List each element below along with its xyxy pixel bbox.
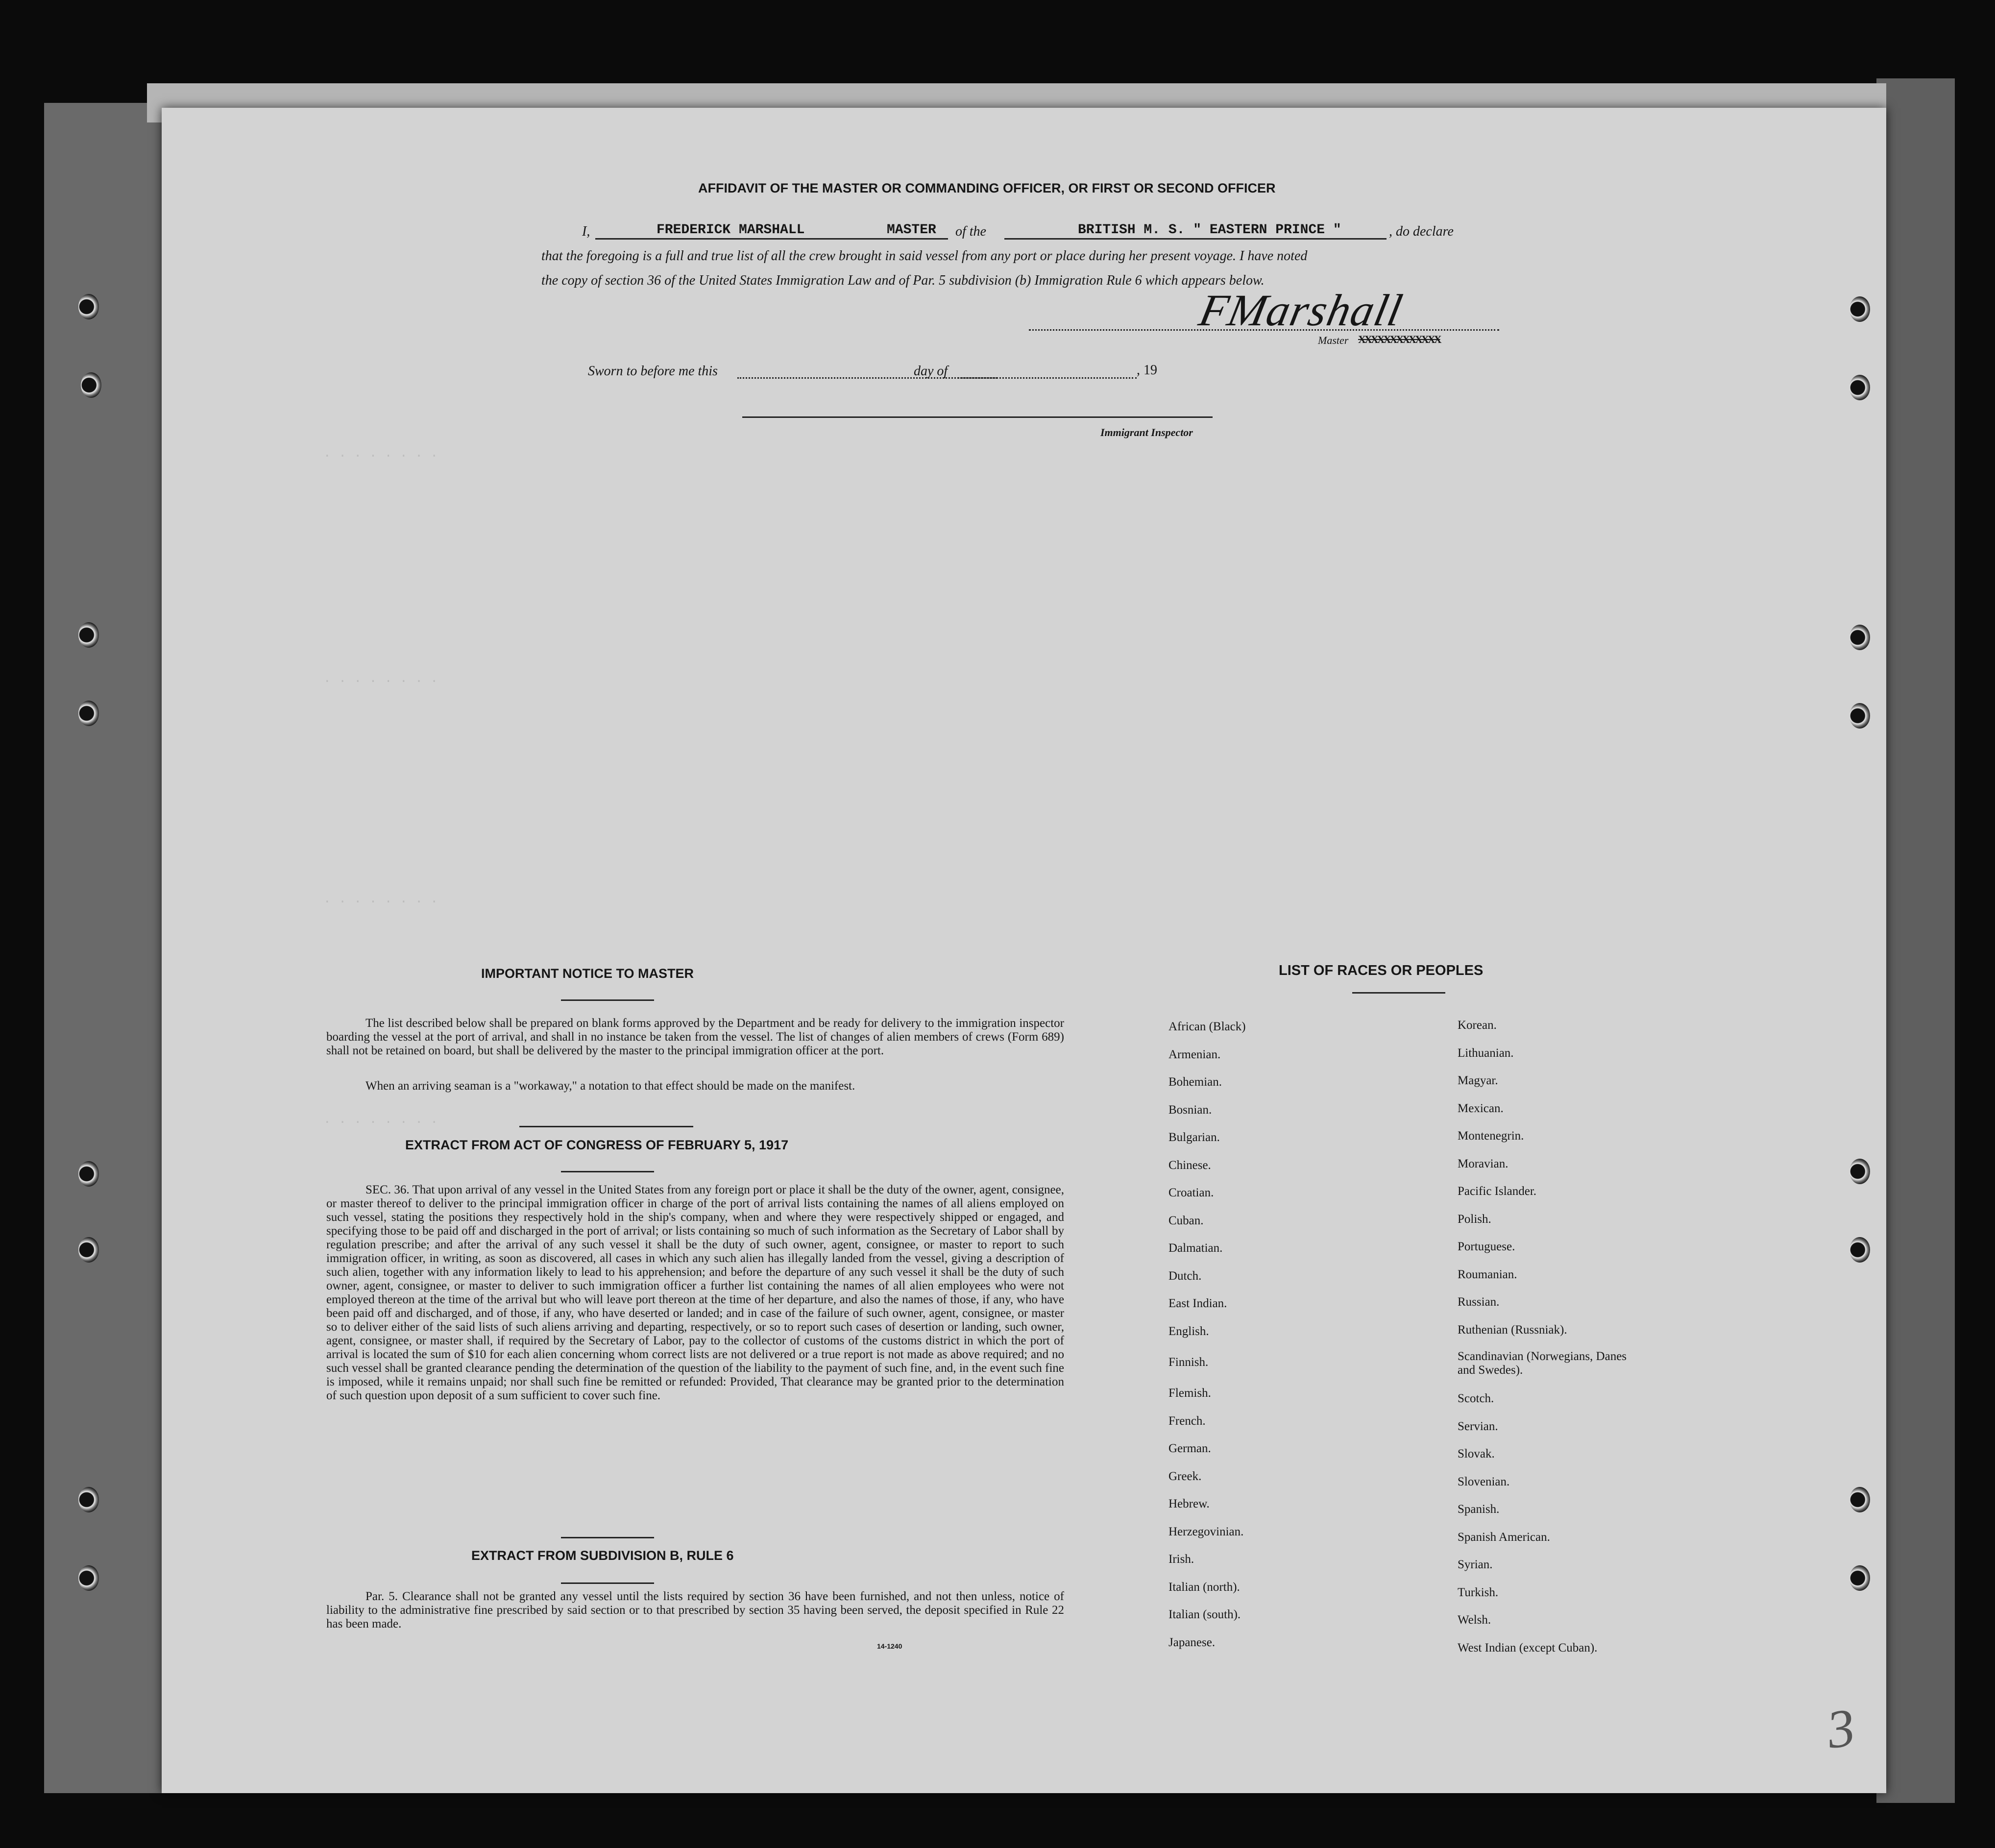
of-the-label: of the <box>955 224 986 239</box>
race-item: German. <box>1168 1442 1211 1455</box>
notice-paragraph-2: When an arriving seaman is a "workaway," a notation to that effect should be made on the manifest. <box>365 1079 855 1093</box>
rule-rule <box>561 1582 654 1584</box>
race-item: Spanish. <box>1458 1503 1500 1516</box>
race-item: Dutch. <box>1168 1269 1202 1283</box>
race-item: Finnish. <box>1168 1356 1209 1369</box>
name-line <box>595 238 948 240</box>
race-item: Korean. <box>1458 1019 1497 1032</box>
binder-hole <box>1849 1565 1870 1591</box>
race-item: Polish. <box>1458 1212 1491 1226</box>
act-rule <box>561 1171 654 1172</box>
signature-line <box>1029 329 1499 331</box>
binder-hole <box>1849 1159 1870 1184</box>
race-item: Portuguese. <box>1458 1240 1515 1253</box>
binder-hole <box>1849 1237 1870 1263</box>
race-item: Moravian. <box>1458 1157 1508 1170</box>
vessel-name: BRITISH M. S. " EASTERN PRINCE " <box>1078 222 1341 238</box>
notice-end-rule <box>519 1126 693 1127</box>
race-item: Welsh. <box>1458 1613 1491 1627</box>
bleed-through-texture: . . . . . . . . <box>323 1112 438 1127</box>
binder-hole <box>78 1161 99 1187</box>
affidavit-line-3: the copy of section 36 of the United States Immigration Law and of Par. 5 subdivision (b) Immigration Rule 6 which appears below. <box>541 273 1265 288</box>
race-item: East Indian. <box>1168 1297 1227 1310</box>
race-item: Irish. <box>1168 1553 1194 1566</box>
do-declare-label: , do declare <box>1389 224 1454 239</box>
notice-rule <box>561 999 654 1001</box>
affidavit-title: AFFIDAVIT OF THE MASTER OR COMMANDING OFFICER, OR FIRST OR SECOND OFFICER <box>698 181 1276 195</box>
page-number: 3 <box>1823 1697 1859 1760</box>
race-item: Slovenian. <box>1458 1475 1510 1488</box>
signature-caption: Master <box>1318 334 1349 346</box>
inspector-line <box>742 416 1213 418</box>
race-item: Bohemian. <box>1168 1075 1222 1089</box>
notice-paragraph-1: The list described below shall be prepared on blank forms approved by the Department and be ready for delivery to the immigration inspector boarding the vessel at the port of arrival, and shall in no instance be taken from the vessel. The list of changes of alien members of crews (Form 689) shall not be retained on board, but shall be delivered by the master to the principal immigration officer at the port. <box>326 1017 1064 1057</box>
affidavit-line-2: that the foregoing is a full and true list of all the crew brought in said vessel from any port or place during her present voyage. I have noted <box>541 248 1308 264</box>
binder-hole <box>1849 1487 1870 1512</box>
under-sheet-left <box>44 103 181 1793</box>
race-item: Turkish. <box>1458 1585 1499 1599</box>
race-item: Scotch. <box>1458 1392 1494 1405</box>
binder-hole <box>78 294 99 319</box>
race-item: Montenegrin. <box>1458 1129 1524 1143</box>
bleed-through-texture: . . . . . . . . <box>323 892 438 906</box>
affidavit-pronoun: I, <box>582 224 590 239</box>
act-text: SEC. 36. That upon arrival of any vessel in the United States from any foreign port or place it shall be the duty of the owner, agent, consignee, or master thereof to deliver to the principal immigration officer in charge of the port of arrival lists containing the names of all aliens employed on such vessel, stating the positions they respectively hold in the ship's company, when and where they were respectively shipped or engaged, and specifying those to be paid off and discharged in the port of arrival; or lists containing so much of such information as the Secretary of Labor shall by regulation prescribe; and after the arrival of any such vessel it shall be the duty of such owner, agent, consignee, or master to report to such immigration officer, in writing, as soon as discovered, all cases in which any such alien has illegally landed from the vessel, giving a description of such alien, together with any information likely to lead to his apprehension; and before the departure of any such vessel it shall be the duty of such owner, agent, consignee, or master to deliver to such immigration officer a further list containing the names of all alien employees who were not employed thereon at the time of the arrival but who will leave port thereon at the time of her departure, and also the names of those, if any, who have been paid off and discharged, and of those, if any, who have deserted or landed; and in case of the failure of such owner, agent, consignee, or master so to deliver either of the said lists of such aliens arriving and departing, respectively, or so to report such cases of desertion or landing, such owner, agent, consignee, or master shall, if required by the Secretary of Labor, pay to the collector of customs of the customs district in which the port of arrival is located the sum of $10 for each alien concerning whom correct lists are not delivered or a true report is not made as above required; and no such vessel shall be granted clearance pending the determination of the question of the liability to the payment of such fine, and, in the event such fine is imposed, while it remains unpaid; nor shall such fine be remitted or refunded: Provided, That clearance may be granted prior to the determination of such question upon deposit of a sum sufficient to cover such fine. <box>326 1183 1064 1402</box>
master-rank: MASTER <box>887 222 936 238</box>
race-item: Russian. <box>1458 1295 1500 1309</box>
race-item: Spanish American. <box>1458 1530 1550 1544</box>
races-left-column <box>1168 1013 1413 1656</box>
race-item: Pacific Islander. <box>1458 1185 1537 1198</box>
race-item: African (Black) <box>1168 1020 1246 1033</box>
race-item: West Indian (except Cuban). <box>1458 1641 1598 1654</box>
rule-heading: EXTRACT FROM SUBDIVISION B, RULE 6 <box>471 1548 734 1563</box>
inspector-caption: Immigrant Inspector <box>1100 426 1193 438</box>
races-rule <box>1352 992 1445 994</box>
race-item: Dalmatian. <box>1168 1241 1223 1255</box>
binder-hole <box>78 701 99 726</box>
race-item: Ruthenian (Russniak). <box>1458 1323 1567 1337</box>
binder-hole <box>1849 375 1870 400</box>
vessel-line <box>1004 238 1387 240</box>
binder-hole <box>1849 703 1870 729</box>
race-item: Greek. <box>1168 1469 1202 1483</box>
race-item: Armenian. <box>1168 1047 1221 1061</box>
bleed-through-texture: . . . . . . . . <box>323 671 438 686</box>
race-item: Italian (south). <box>1168 1608 1241 1621</box>
race-item: Servian. <box>1458 1419 1498 1433</box>
race-item: Croatian. <box>1168 1186 1214 1199</box>
race-item: Herzegovinian. <box>1168 1525 1244 1538</box>
manifest-page <box>162 108 1886 1793</box>
act-heading: EXTRACT FROM ACT OF CONGRESS OF FEBRUARY 5, 1917 <box>405 1138 789 1152</box>
notice-heading: IMPORTANT NOTICE TO MASTER <box>481 966 694 981</box>
binder-hole <box>78 1237 99 1263</box>
race-item: English. <box>1168 1324 1209 1338</box>
race-item: Italian (north). <box>1168 1580 1240 1594</box>
binder-hole <box>81 372 101 398</box>
race-item: Mexican. <box>1458 1101 1504 1115</box>
race-item: Syrian. <box>1458 1558 1493 1571</box>
races-heading: LIST OF RACES OR PEOPLES <box>1279 963 1484 978</box>
races-right-column <box>1458 1012 1712 1662</box>
race-item: Magyar. <box>1458 1074 1498 1087</box>
rule-text: Par. 5. Clearance shall not be granted any vessel until the lists required by section 36 have been furnished, and not then unless, notice of liability to the administrative fine prescribed by said section or to that prescribed by section 35 having been served, the deposit specified in Rule 22 has been made. <box>326 1590 1064 1630</box>
rule-top-rule <box>561 1537 654 1538</box>
race-item: Slovak. <box>1458 1447 1495 1460</box>
binder-hole <box>1849 625 1870 650</box>
race-item: Bosnian. <box>1168 1103 1212 1117</box>
master-name: FREDERICK MARSHALL <box>657 222 805 238</box>
race-item: Hebrew. <box>1168 1497 1210 1510</box>
struck-caption: XXXXXXXXXXXXX <box>1358 333 1440 345</box>
race-item: Bulgarian. <box>1168 1131 1220 1144</box>
race-item: French. <box>1168 1414 1206 1428</box>
race-item: Chinese. <box>1168 1158 1211 1172</box>
bleed-through-texture: . . . . . . . . <box>323 446 438 461</box>
binder-hole <box>78 622 99 648</box>
race-item: Roumanian. <box>1458 1267 1517 1281</box>
race-item: Flemish. <box>1168 1386 1211 1400</box>
race-item: Cuban. <box>1168 1214 1204 1227</box>
sworn-label: Sworn to before me this <box>588 364 718 379</box>
race-item: Lithuanian. <box>1458 1046 1514 1060</box>
under-sheet-right <box>1876 78 1955 1803</box>
race-item: Scandinavian (Norwegians, Danes and Swedes). <box>1458 1350 1627 1377</box>
binder-hole <box>1849 296 1870 322</box>
sworn-month-line <box>958 377 1137 379</box>
binder-hole <box>78 1487 99 1512</box>
year-label: , 19 <box>1137 363 1157 378</box>
master-signature: FMarshall <box>1195 285 1408 335</box>
form-number: 14-1240 <box>877 1642 902 1650</box>
binder-hole <box>78 1565 99 1591</box>
day-of-label: day of <box>914 364 948 379</box>
race-item: Japanese. <box>1168 1635 1216 1649</box>
